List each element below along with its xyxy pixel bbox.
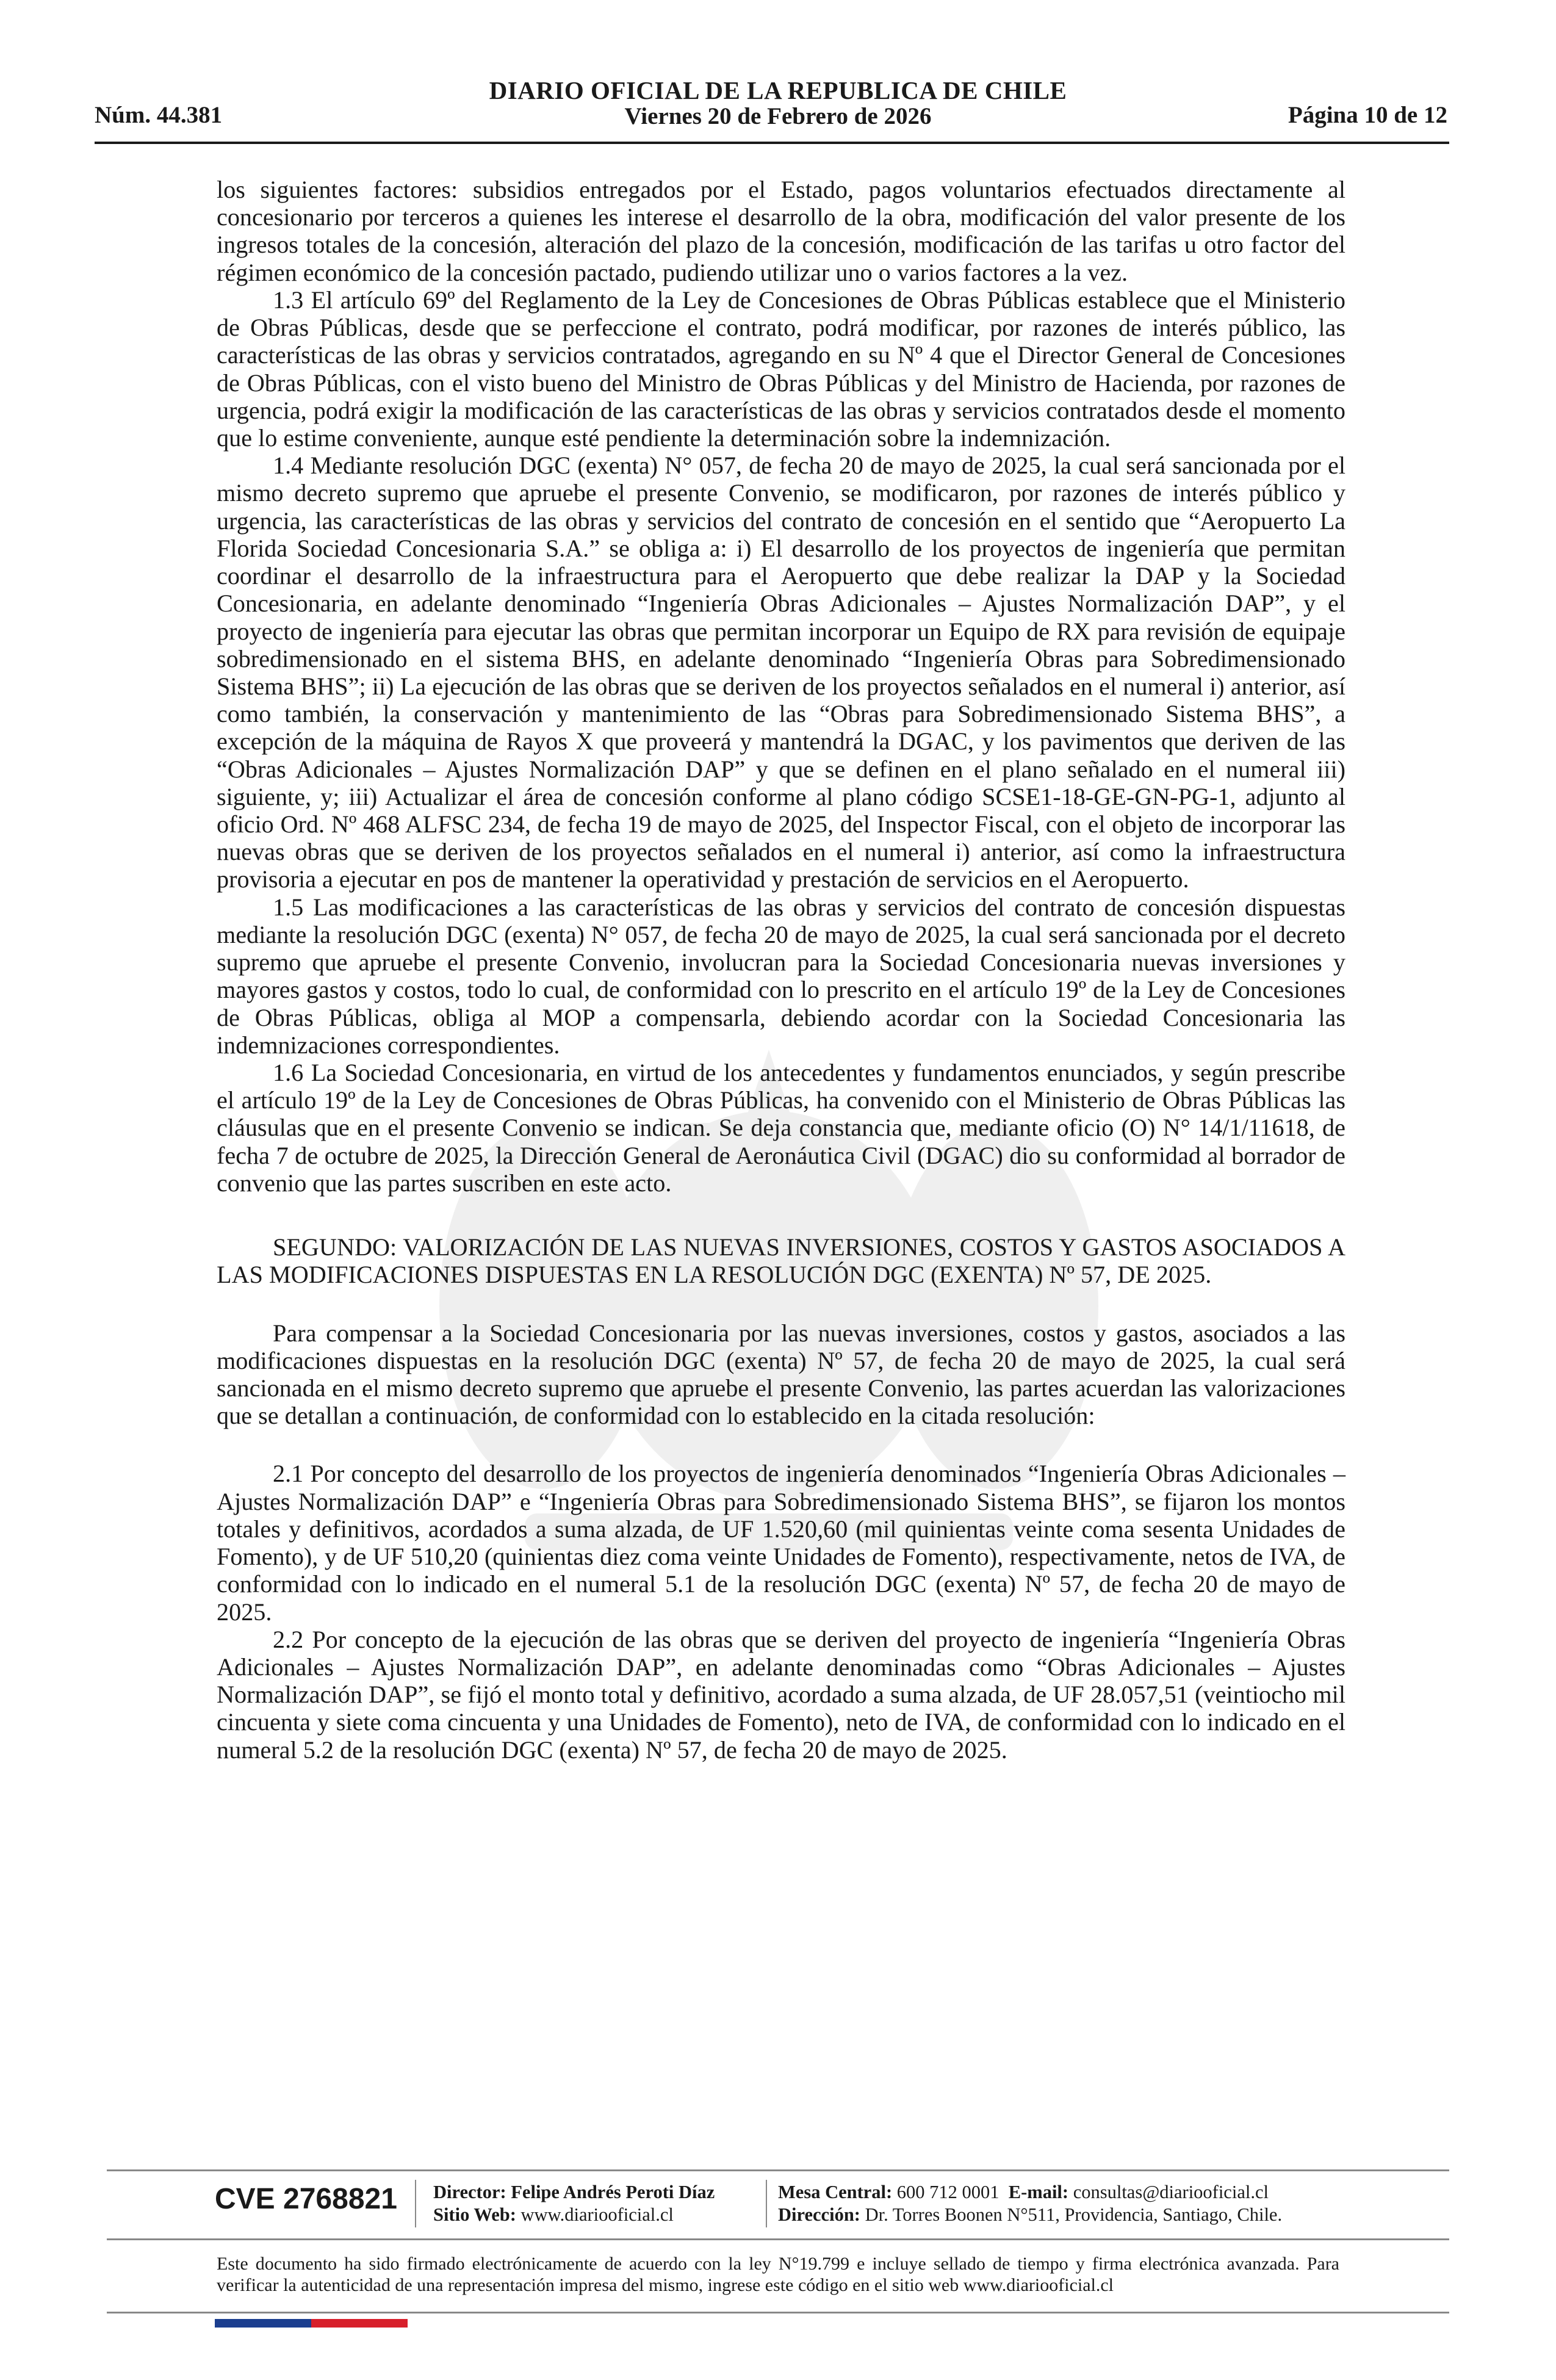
page-indicator: Página 10 de 12 [1288,102,1447,128]
paragraph-intro: los siguientes factores: subsidios entregados por el Estado, pagos voluntarios efectuados directamente al concesionario por terceros a quienes les interese el desarrollo de la obra, modificación del valor presente de los ingresos totales de la concesión, alteración del plazo de la concesión, modificación de las tarifas u otro factor del régimen económico de la concesión pactado, pudiendo utilizar uno o varios factores a la vez. [217,176,1345,286]
paragraph-1-4: 1.4 Mediante resolución DGC (exenta) N° 057, de fecha 20 de mayo de 2025, la cual será sancionada por el mismo decreto supremo que apruebe el presente Convenio, se modificaron, por razones de interés público y urgencia, las características de las obras y servicios del contrato de concesión en el sentido que “Aeropuerto La Florida Sociedad Concesionaria S.A.” se obliga a: i) El desarrollo de los proyectos de ingeniería que permitan coordinar el desarrollo de la infraestructura para el Aeropuerto que debe realizar la DAP y la Sociedad Concesionaria, en adelante denominado “Ingeniería Obras Adicionales – Ajustes Normalización DAP”, y el proyecto de ingeniería para ejecutar las obras que permitan incorporar un Equipo de RX para revisión de equipaje sobredimensionado en el sistema BHS, en adelante denominado “Ingeniería Obras para Sobredimensionado Sistema BHS”; ii) La ejecución de las obras que se deriven de los proyectos señalados en el numeral i) anterior, así como también, la conservación y mantenimiento de las “Obras para Sobredimensionado Sistema BHS”, a excepción de la máquina de Rayos X que proveerá y mantendrá la DGAC, y los pavimentos que deriven de las “Obras Adicionales – Ajustes Normalización DAP” y que se definen en el plano señalado en el numeral iii) siguiente, y; iii) Actualizar el área de concesión conforme al plano código SCSE1-18-GE-GN-PG-1, adjunto al oficio Ord. Nº 468 ALFSC 234, de fecha 19 de mayo de 2025, del Inspector Fiscal, con el objeto de incorporar las nuevas obras que se deriven de los proyectos señalados en el numeral i) anterior, así como la infraestructura provisoria a ejecutar en pos de mantener la operatividad y prestación de servicios en el Aeropuerto. [217,452,1345,893]
cve-code: CVE 2768821 [215,2183,397,2215]
issue-number: Núm. 44.381 [95,102,223,128]
footer-contact-block [778,2181,1282,2226]
footer-separator [415,2180,416,2227]
section-title-segundo: SEGUNDO: VALORIZACIÓN DE LAS NUEVAS INVERSIONES, COSTOS Y GASTOS ASOCIADOS A LAS MODIFICACIONES DISPUESTAS EN LA RESOLUCIÓN DGC (EXENTA) Nº 57, DE 2025. [217,1233,1345,1289]
publication-date: Viernes 20 de Febrero de 2026 [624,103,932,129]
address-value: Dr. Torres Boonen N°511, Providencia, Santiago, Chile. [865,2204,1283,2225]
footer-middle-divider [107,2238,1449,2240]
address-label: Dirección: [778,2204,860,2225]
email-link[interactable]: consultas@diariooficial.cl [1073,2182,1269,2202]
legal-note: Este documento ha sido firmado electrónicamente de acuerdo con la ley N°19.799 e incluye sellado de tiempo y firma electrónica avanzada. Para verificar la autenticidad de una representación impresa del mismo, ingrese este código en el sitio web www.diariooficial.cl [217,2254,1339,2296]
flag-stripe-blue [215,2319,311,2328]
mesa-phone: 600 712 0001 [896,2182,1000,2202]
publication-title: DIARIO OFICIAL DE LA REPUBLICA DE CHILE [489,76,1067,104]
director-line [433,2181,715,2204]
paragraph-2-2: 2.2 Por concepto de la ejecución de las obras que se deriven del proyecto de ingeniería “Ingeniería Obras Adicionales – Ajustes Normalización DAP”, en adelante denominadas como “Obras Adicionales – Ajustes Normalización DAP”, se fijó el monto total y definitivo, acordado a suma alzada, de UF 28.057,51 (veintiocho mil cincuenta y siete coma cincuenta y una Unidades de Fomento), neto de IVA, de conformidad con lo indicado en el numeral 5.2 de la resolución DGC (exenta) Nº 57, de fecha 20 de mayo de 2025. [217,1625,1345,1764]
footer-director-block [433,2181,715,2226]
footer-bottom-divider [107,2312,1449,2313]
paragraph-1-5: 1.5 Las modificaciones a las características de las obras y servicios del contrato de concesión dispuestas mediante la resolución DGC (exenta) N° 057, de fecha 20 de mayo de 2025, la cual será sancionada por el decreto supremo que apruebe el presente Convenio, involucran para la Sociedad Concesionaria nuevas inversiones y mayores gastos y costos, todo lo cual, de conformidad con lo prescrito en el artículo 19º de la Ley de Concesiones de Obras Públicas, obliga al MOP a compensarla, debiendo acordar con la Sociedad Concesionaria las indemnizaciones correspondientes. [217,893,1345,1059]
document-body [217,176,1345,1764]
director-label: Director: [433,2182,506,2202]
website-label: Sitio Web: [433,2204,516,2225]
mesa-label: Mesa Central: [778,2182,893,2202]
footer-separator [766,2180,767,2227]
email-label: E-mail: [1008,2182,1069,2202]
paragraph-1-3: 1.3 El artículo 69º del Reglamento de la Ley de Concesiones de Obras Públicas establece que el Ministerio de Obras Públicas, desde que se perfeccione el contrato, podrá modificar, por razones de interés público, las características de las obras y servicios contratados, agregando en su Nº 4 que el Director General de Concesiones de Obras Públicas, con el visto bueno del Ministro de Obras Públicas y del Ministro de Hacienda, por razones de urgencia, podrá exigir la modificación de las características de las obras y servicios contratados desde el momento que lo estime conveniente, aunque esté pendiente la determinación sobre la indemnización. [217,286,1345,452]
header-divider [95,142,1449,144]
website-link[interactable]: www.diariooficial.cl [520,2204,674,2225]
contact-line [778,2181,1282,2204]
paragraph-2-1: 2.1 Por concepto del desarrollo de los proyectos de ingeniería denominados “Ingeniería Obras Adicionales – Ajustes Normalización DAP” e “Ingeniería Obras para Sobredimensionado Sistema BHS”, se fijaron los montos totales y definitivos, acordados a suma alzada, de UF 1.520,60 (mil quinientas veinte coma sesenta Unidades de Fomento), y de UF 510,20 (quinientas diez coma veinte Unidades de Fomento), respectivamente, netos de IVA, de conformidad con lo indicado en el numeral 5.1 de la resolución DGC (exenta) Nº 57, de fecha 20 de mayo de 2025. [217,1460,1345,1626]
website-line [433,2204,715,2226]
footer-top-divider [107,2169,1449,2171]
address-line [778,2204,1282,2226]
paragraph-1-6: 1.6 La Sociedad Concesionaria, en virtud de los antecedentes y fundamentos enunciados, y según prescribe el artículo 19º de la Ley de Concesiones de Obras Públicas, ha convenido con el Ministerio de Obras Públicas las cláusulas que en el presente Convenio se indican. Se deja constancia que, mediante oficio (O) N° 14/1/11618, de fecha 7 de octubre de 2025, la Dirección General de Aeronáutica Civil (DGAC) dio su conformidad al borrador de convenio que las partes suscriben en este acto. [217,1059,1345,1197]
flag-stripe-red [311,2319,408,2328]
director-name: Felipe Andrés Peroti Díaz [511,2182,715,2202]
paragraph-compensar: Para compensar a la Sociedad Concesionaria por las nuevas inversiones, costos y gastos, asociados a las modificaciones dispuestas en la resolución DGC (exenta) Nº 57, de fecha 20 de mayo de 2025, la cual será sancionada en el mismo decreto supremo que apruebe el presente Convenio, las partes acuerdan las valorizaciones que se detallan a continuación, de conformidad con lo establecido en la citada resolución: [217,1319,1345,1430]
